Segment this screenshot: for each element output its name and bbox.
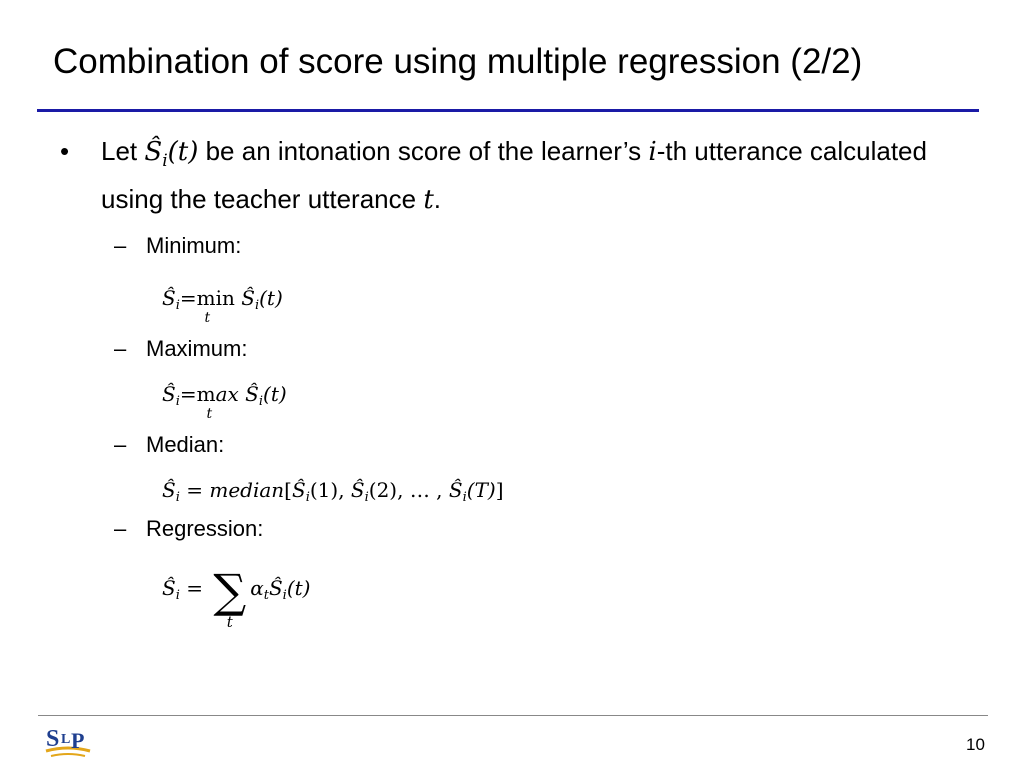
formula-s-hat: Ŝ <box>291 478 306 502</box>
bullet-text-end: . <box>433 184 442 215</box>
max-operator-prefix: =m <box>179 382 216 406</box>
minimum-formula <box>162 284 283 326</box>
i-symbol: i <box>648 137 657 167</box>
formula-sub-i: i <box>254 298 260 313</box>
maximum-label: Maximum: <box>146 336 248 361</box>
formula-sub-i: i <box>175 298 180 313</box>
footer-rule <box>38 715 988 716</box>
t-symbol: t <box>423 185 434 216</box>
formula-sub-i: i <box>175 394 180 409</box>
formula-s-hat: Ŝ <box>241 286 255 310</box>
median-arg-1: (1), <box>309 478 351 502</box>
maximum-formula <box>162 380 287 422</box>
max-limit: t <box>206 406 213 422</box>
svg-text:S: S <box>46 726 60 752</box>
formula-arg-t: (t) <box>263 382 287 406</box>
bullet-text-mid: be an intonation score of the learner’s <box>198 136 649 166</box>
min-operator <box>179 284 235 326</box>
regression-label: Regression: <box>146 516 264 541</box>
median-equals: = <box>179 478 210 502</box>
median-label: Median: <box>146 432 225 457</box>
regression-dash: – <box>114 516 127 541</box>
sum-sigma: ∑ <box>213 564 247 618</box>
formula-sub-i: i <box>364 490 369 505</box>
score-subscript: i <box>162 151 168 172</box>
slide-title: Combination of score using multiple regression (2/2) <box>53 42 863 81</box>
svg-text:P: P <box>71 728 85 753</box>
max-operator <box>179 380 239 422</box>
alpha-symbol: α <box>250 576 264 600</box>
minimum-label: Minimum: <box>146 233 242 258</box>
formula-sub-i: i <box>305 490 310 505</box>
sum-operator <box>213 564 247 631</box>
min-limit: t <box>204 310 211 326</box>
maximum-dash: – <box>114 336 127 361</box>
formula-sub-i: i <box>258 394 264 409</box>
score-argument: (t) <box>167 137 199 167</box>
title-underline <box>37 109 979 112</box>
slp-logo <box>43 721 93 761</box>
median-formula <box>162 476 504 512</box>
formula-arg-t: (t) <box>259 286 283 310</box>
bullet-text-th: -th utterance calculated using the teacher utterance <box>101 136 927 215</box>
formula-s-hat: Ŝ <box>162 286 176 310</box>
alpha-subscript: t <box>263 588 269 603</box>
page-number: 10 <box>966 735 985 754</box>
regression-equals: = <box>179 576 210 600</box>
median-arg-T: (T) <box>466 478 496 502</box>
sum-limit: t <box>226 613 233 631</box>
median-arg-2: (2), … , <box>368 478 449 502</box>
formula-sub-i: i <box>462 490 467 505</box>
min-operator-text: =min <box>179 286 235 310</box>
formula-s-hat: Ŝ <box>162 382 176 406</box>
formula-s-hat: Ŝ <box>162 478 176 502</box>
formula-s-hat: Ŝ <box>448 478 463 502</box>
formula-sub-i: i <box>175 490 180 505</box>
minimum-dash: – <box>114 233 127 258</box>
formula-s-hat: Ŝ <box>162 576 176 600</box>
median-close-bracket: ] <box>495 478 504 502</box>
bullet-text-let: Let <box>101 136 145 166</box>
formula-s-hat: Ŝ <box>245 382 259 406</box>
svg-text:L: L <box>61 732 71 747</box>
formula-s-hat: Ŝ <box>268 576 283 600</box>
formula-arg-t: (t) <box>286 576 311 600</box>
max-operator-suffix: ax <box>215 382 239 406</box>
median-dash: – <box>114 432 127 457</box>
bullet-intro <box>101 132 981 219</box>
median-word: median <box>209 478 285 502</box>
median-open-bracket: [ <box>284 478 292 502</box>
formula-sub-i: i <box>175 588 180 603</box>
regression-formula <box>162 564 311 631</box>
score-symbol: Ŝ <box>144 137 163 167</box>
bullet-marker: • <box>60 136 70 166</box>
formula-s-hat: Ŝ <box>350 478 365 502</box>
formula-sub-i: i <box>282 588 287 603</box>
